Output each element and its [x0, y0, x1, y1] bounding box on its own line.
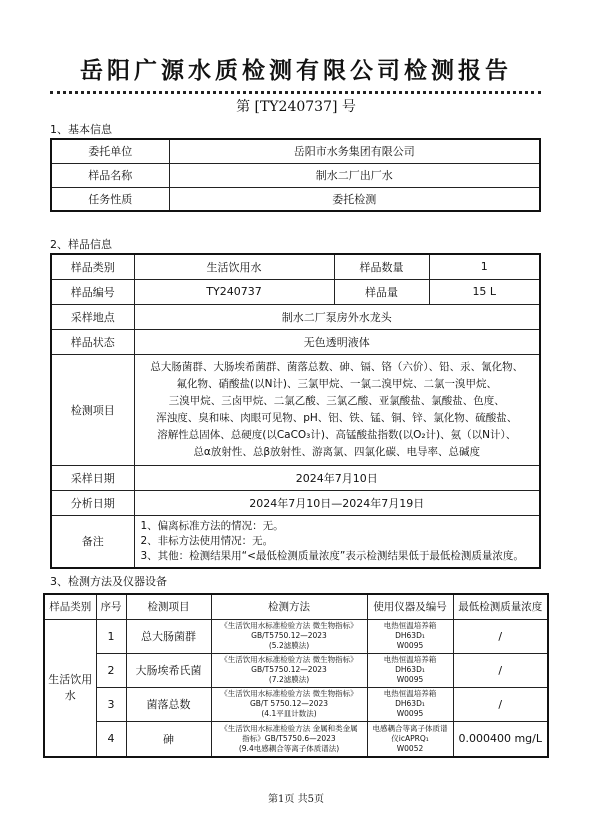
section1-heading: 1、基本信息	[50, 123, 112, 136]
sampling-date-label: 采样日期	[51, 465, 134, 490]
state-label: 样品状态	[51, 329, 134, 354]
test-items-line: 总大肠菌群、大肠埃希菌群、菌落总数、砷、镉、铬（六价）、铅、汞、氰化物、	[150, 360, 524, 373]
instrument-line: 电热恒温培养箱	[383, 655, 437, 664]
row-no: 1	[96, 619, 126, 653]
notes-label: 备注	[51, 515, 134, 568]
sample-no-value: TY240737	[134, 279, 334, 304]
client-value: 岳阳市水务集团有限公司	[169, 139, 540, 163]
header-no: 序号	[96, 594, 126, 619]
row-instrument	[367, 687, 453, 721]
row-method	[211, 687, 367, 721]
method-line: GB/T5750.12—2023	[251, 631, 327, 640]
row-instrument	[367, 653, 453, 687]
method-line: GB/T5750.12—2023	[251, 665, 327, 674]
category-cell: 生活饮用水	[44, 619, 96, 757]
table-row	[51, 465, 540, 490]
header-limit: 最低检测质量浓度	[453, 594, 548, 619]
method-line: (7.2滤膜法)	[268, 675, 310, 684]
table-row	[44, 619, 548, 653]
sampling-date-value: 2024年7月10日	[134, 465, 540, 490]
sample-qty-label: 样品数量	[334, 254, 429, 279]
notes-list	[134, 515, 540, 568]
header-category: 样品类别	[44, 594, 96, 619]
instrument-line: DH63D₁	[395, 665, 425, 674]
table-row	[51, 490, 540, 515]
header-method: 检测方法	[211, 594, 367, 619]
table-row	[51, 139, 540, 163]
method-line: 《生活饮用水标准检验方法 微生物指标》	[220, 689, 358, 698]
instrument-line: 电热恒温培养箱	[383, 621, 437, 630]
note-line: 1、偏离标准方法的情况：无。	[140, 519, 284, 532]
row-limit: /	[453, 687, 548, 721]
method-line: 《生活饮用水标准检验方法 金属和类金属	[220, 723, 358, 733]
basic-info-table	[50, 138, 541, 212]
row-item: 总大肠菌群	[126, 619, 211, 653]
instrument-line: DH63D₁	[395, 699, 425, 708]
test-items-line: 溶解性总固体、总硬度(以CaCO₃计)、高锰酸盐指数(以O₂计)、氨（以N计）、	[157, 428, 517, 441]
instrument-line: 仪icAPRQ₁	[391, 733, 429, 743]
table-row	[51, 354, 540, 465]
table-row	[44, 721, 548, 757]
report-title: 岳阳广源水质检测有限公司检测报告	[80, 58, 512, 84]
row-item: 砷	[126, 721, 211, 757]
task-nature-label: 任务性质	[51, 187, 169, 211]
method-line: 《生活饮用水标准检验方法 微生物指标》	[220, 621, 358, 630]
location-label: 采样地点	[51, 304, 134, 329]
report-number: 第 [TY240737] 号	[236, 99, 356, 115]
sample-no-label: 样品编号	[51, 279, 134, 304]
section3-heading: 3、检测方法及仪器设备	[50, 575, 167, 588]
sample-name-value: 制水二厂出厂水	[169, 163, 540, 187]
row-method	[211, 721, 367, 757]
table-row	[44, 653, 548, 687]
test-items-list	[134, 354, 540, 465]
table-row	[51, 163, 540, 187]
test-items-line: 氟化物、硝酸盐(以N计)、三氯甲烷、一氯二溴甲烷、二氯一溴甲烷、	[176, 377, 498, 390]
page-footer: 第1页 共5页	[268, 794, 324, 805]
row-limit: /	[453, 653, 548, 687]
state-value: 无色透明液体	[134, 329, 540, 354]
row-limit: 0.000400 mg/L	[453, 721, 548, 757]
header-instrument: 使用仪器及编号	[367, 594, 453, 619]
instrument-line: W0095	[396, 709, 424, 718]
section2-heading: 2、样品信息	[50, 238, 112, 251]
sample-amount-value: 15 L	[429, 279, 540, 304]
table-row	[51, 279, 540, 304]
header-item: 检测项目	[126, 594, 211, 619]
method-line: (4.1平皿计数法)	[261, 709, 317, 718]
task-nature-value: 委托检测	[169, 187, 540, 211]
sample-info-table	[50, 253, 541, 569]
method-line: (5.2滤膜法)	[268, 641, 310, 650]
methods-table	[43, 593, 549, 758]
method-line: 指标》GB/T5750.6—2023	[242, 733, 336, 743]
sample-name-label: 样品名称	[51, 163, 169, 187]
method-line: (9.4电感耦合等离子体质谱法)	[238, 743, 340, 753]
instrument-line: W0095	[396, 641, 424, 650]
sample-amount-label: 样品量	[334, 279, 429, 304]
note-line: 2、非标方法使用情况：无。	[140, 534, 274, 547]
table-row	[51, 254, 540, 279]
table-row	[51, 515, 540, 568]
row-limit: /	[453, 619, 548, 653]
table-row	[51, 329, 540, 354]
method-line: 《生活饮用水标准检验方法 微生物指标》	[220, 655, 358, 664]
instrument-line: W0052	[396, 743, 424, 753]
dotted-divider	[50, 91, 541, 94]
row-instrument	[367, 721, 453, 757]
instrument-line: W0095	[396, 675, 424, 684]
table-header-row	[44, 594, 548, 619]
sample-qty-value: 1	[429, 254, 540, 279]
items-label: 检测项目	[51, 354, 134, 465]
table-row	[51, 304, 540, 329]
method-line: GB/T 5750.12—2023	[249, 699, 329, 708]
instrument-line: DH63D₁	[395, 631, 425, 640]
row-no: 2	[96, 653, 126, 687]
sample-type-value: 生活饮用水	[134, 254, 334, 279]
analysis-date-value: 2024年7月10日—2024年7月19日	[134, 490, 540, 515]
instrument-line: 电热恒温培养箱	[383, 689, 437, 698]
test-items-line: 三溴甲烷、三卤甲烷、二氯乙酸、三氯乙酸、亚氯酸盐、氯酸盐、色度、	[168, 394, 505, 407]
analysis-date-label: 分析日期	[51, 490, 134, 515]
test-items-line: 总α放射性、总β放射性、游离氯、四氯化碳、电导率、总碱度	[193, 445, 481, 458]
row-item: 大肠埃希氏菌	[126, 653, 211, 687]
row-method	[211, 653, 367, 687]
row-instrument	[367, 619, 453, 653]
instrument-line: 电感耦合等离子体质谱	[372, 723, 448, 733]
note-line: 3、其他：检测结果用“<最低检测质量浓度”表示检测结果低于最低检测质量浓度。	[140, 549, 524, 562]
table-row	[44, 687, 548, 721]
row-method	[211, 619, 367, 653]
client-label: 委托单位	[51, 139, 169, 163]
location-value: 制水二厂泵房外水龙头	[134, 304, 540, 329]
row-no: 4	[96, 721, 126, 757]
row-no: 3	[96, 687, 126, 721]
test-items-line: 浑浊度、臭和味、肉眼可见物、pH、铝、铁、锰、铜、锌、氯化物、硫酸盐、	[156, 411, 518, 424]
sample-type-label: 样品类别	[51, 254, 134, 279]
row-item: 菌落总数	[126, 687, 211, 721]
table-row	[51, 187, 540, 211]
